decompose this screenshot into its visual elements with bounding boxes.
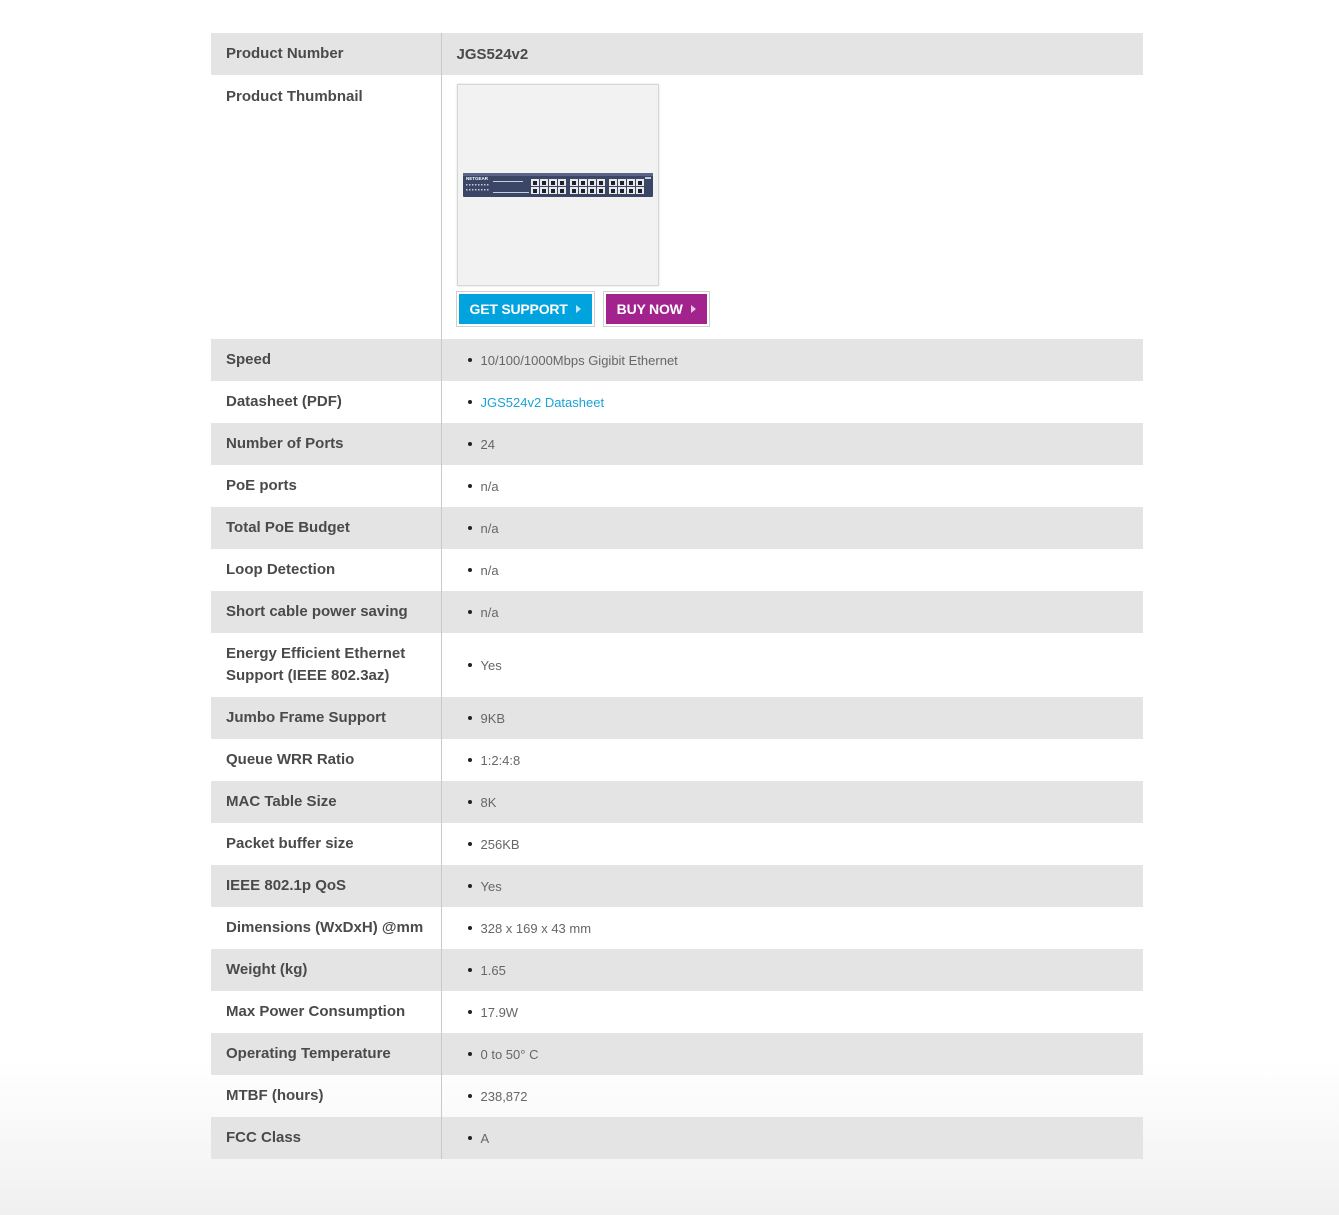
arrow-right-icon <box>576 305 581 313</box>
spec-value-cell <box>441 739 1143 781</box>
spec-value-cell <box>441 465 1143 507</box>
spec-value-cell <box>441 507 1143 549</box>
spec-label: Jumbo Frame Support <box>211 697 441 739</box>
spec-list-item <box>457 1089 1144 1104</box>
spec-label: Energy Efficient Ethernet Support (IEEE 802.3az) <box>211 633 441 697</box>
buy-now-button[interactable] <box>604 292 709 326</box>
spec-label: Number of Ports <box>211 423 441 465</box>
spec-value-cell <box>441 1075 1143 1117</box>
spec-row-speed <box>211 339 1143 381</box>
spec-label: Weight (kg) <box>211 949 441 991</box>
spec-value-cell <box>441 697 1143 739</box>
spec-row-short-cable-power-saving <box>211 591 1143 633</box>
product-number-value: JGS524v2 <box>441 33 1143 75</box>
spec-value-cell <box>441 865 1143 907</box>
spec-row-datasheet <box>211 381 1143 423</box>
spec-label: Queue WRR Ratio <box>211 739 441 781</box>
spec-list-item <box>457 837 1144 852</box>
spec-table <box>211 33 1143 1159</box>
datasheet-link[interactable]: JGS524v2 Datasheet <box>480 394 605 410</box>
spec-list-item <box>457 795 1144 810</box>
spec-label: Product Number <box>211 33 441 75</box>
bullet-icon <box>468 610 472 614</box>
spec-list-item <box>457 711 1144 726</box>
spec-list-item <box>457 563 1144 578</box>
spec-value: Yes <box>480 657 502 673</box>
spec-label: MAC Table Size <box>211 781 441 823</box>
spec-value: 1.65 <box>480 962 506 978</box>
bullet-icon <box>468 968 472 972</box>
spec-label: IEEE 802.1p QoS <box>211 865 441 907</box>
thumbnail-button-row <box>457 292 1144 326</box>
spec-list-item <box>457 605 1144 620</box>
bullet-icon <box>468 1052 472 1056</box>
spec-value: 238,872 <box>480 1088 528 1104</box>
spec-list-item <box>457 1131 1144 1146</box>
bullet-icon <box>468 484 472 488</box>
arrow-right-icon <box>691 305 696 313</box>
spec-value-cell <box>441 949 1143 991</box>
brand-mark: NETGEAR <box>465 176 488 181</box>
spec-row-dimensions <box>211 907 1143 949</box>
bullet-icon <box>468 842 472 846</box>
bullet-icon <box>468 526 472 530</box>
buy-now-label: BUY NOW <box>616 301 683 317</box>
spec-row-number-of-ports <box>211 423 1143 465</box>
spec-value: 17.9W <box>480 1004 519 1020</box>
bullet-icon <box>468 568 472 572</box>
spec-value: n/a <box>480 604 499 620</box>
spec-list-item <box>457 963 1144 978</box>
bullet-icon <box>468 800 472 804</box>
spec-value-cell <box>441 591 1143 633</box>
spec-value: 1:2:4:8 <box>480 752 521 768</box>
spec-value: 328 x 169 x 43 mm <box>480 920 592 936</box>
spec-value: n/a <box>480 520 499 536</box>
spec-list-item <box>457 1005 1144 1020</box>
bullet-icon <box>468 400 472 404</box>
spec-list-item <box>457 395 1144 410</box>
spec-label: Total PoE Budget <box>211 507 441 549</box>
spec-row-energy-efficient-ethernet <box>211 633 1143 697</box>
bullet-icon <box>468 358 472 362</box>
bullet-icon <box>468 926 472 930</box>
bullet-icon <box>468 1010 472 1014</box>
spec-value: 0 to 50° C <box>480 1046 539 1062</box>
get-support-button[interactable] <box>457 292 594 326</box>
spec-list-item <box>457 521 1144 536</box>
spec-label: FCC Class <box>211 1117 441 1159</box>
spec-row-product-number <box>211 33 1143 75</box>
spec-label: Datasheet (PDF) <box>211 381 441 423</box>
spec-row-ieee-8021p-qos <box>211 865 1143 907</box>
spec-value: n/a <box>480 562 499 578</box>
spec-value-cell <box>441 339 1143 381</box>
bullet-icon <box>468 884 472 888</box>
spec-row-poe-ports <box>211 465 1143 507</box>
bullet-icon <box>468 1094 472 1098</box>
spec-row-max-power-consumption <box>211 991 1143 1033</box>
thumbnail-cell <box>441 75 1143 339</box>
spec-label: Dimensions (WxDxH) @mm <box>211 907 441 949</box>
bullet-icon <box>468 663 472 667</box>
spec-label: Operating Temperature <box>211 1033 441 1075</box>
spec-value: 256KB <box>480 836 520 852</box>
spec-list-item <box>457 879 1144 894</box>
spec-value-cell <box>441 549 1143 591</box>
product-thumbnail[interactable] <box>457 84 659 286</box>
spec-value: 9KB <box>480 710 506 726</box>
spec-list-item <box>457 753 1144 768</box>
spec-row-product-thumbnail <box>211 75 1143 339</box>
spec-value-cell <box>441 907 1143 949</box>
spec-row-weight <box>211 949 1143 991</box>
spec-value-cell <box>441 781 1143 823</box>
spec-value-cell <box>441 823 1143 865</box>
bullet-icon <box>468 1136 472 1140</box>
spec-value: Yes <box>480 878 502 894</box>
bullet-icon <box>468 716 472 720</box>
spec-value: 24 <box>480 436 495 452</box>
spec-value-cell <box>441 991 1143 1033</box>
spec-list-item <box>457 479 1144 494</box>
spec-label: Max Power Consumption <box>211 991 441 1033</box>
spec-value: 8K <box>480 794 497 810</box>
bullet-icon <box>468 758 472 762</box>
spec-row-mac-table-size <box>211 781 1143 823</box>
spec-label: Short cable power saving <box>211 591 441 633</box>
spec-value-cell <box>441 423 1143 465</box>
spec-value-cell <box>441 381 1143 423</box>
spec-row-fcc-class <box>211 1117 1143 1159</box>
spec-label: MTBF (hours) <box>211 1075 441 1117</box>
spec-row-queue-wrr-ratio <box>211 739 1143 781</box>
spec-value-cell <box>441 633 1143 697</box>
spec-row-packet-buffer-size <box>211 823 1143 865</box>
spec-label: Loop Detection <box>211 549 441 591</box>
spec-list-item <box>457 921 1144 936</box>
spec-label: Packet buffer size <box>211 823 441 865</box>
spec-row-loop-detection <box>211 549 1143 591</box>
spec-row-mtbf <box>211 1075 1143 1117</box>
spec-list-item <box>457 658 1144 673</box>
spec-value: A <box>480 1130 490 1146</box>
spec-label: PoE ports <box>211 465 441 507</box>
spec-value-cell <box>441 1117 1143 1159</box>
spec-row-total-poe-budget <box>211 507 1143 549</box>
spec-list-item <box>457 1047 1144 1062</box>
get-support-label: GET SUPPORT <box>469 301 568 317</box>
switch-image <box>463 171 653 199</box>
spec-value-cell <box>441 1033 1143 1075</box>
bullet-icon <box>468 442 472 446</box>
spec-value: 10/100/1000Mbps Gigibit Ethernet <box>480 352 678 368</box>
spec-label: Speed <box>211 339 441 381</box>
spec-value: n/a <box>480 478 499 494</box>
spec-list-item <box>457 437 1144 452</box>
spec-row-jumbo-frame-support <box>211 697 1143 739</box>
spec-list-item <box>457 353 1144 368</box>
spec-row-operating-temperature <box>211 1033 1143 1075</box>
spec-label: Product Thumbnail <box>211 75 441 339</box>
